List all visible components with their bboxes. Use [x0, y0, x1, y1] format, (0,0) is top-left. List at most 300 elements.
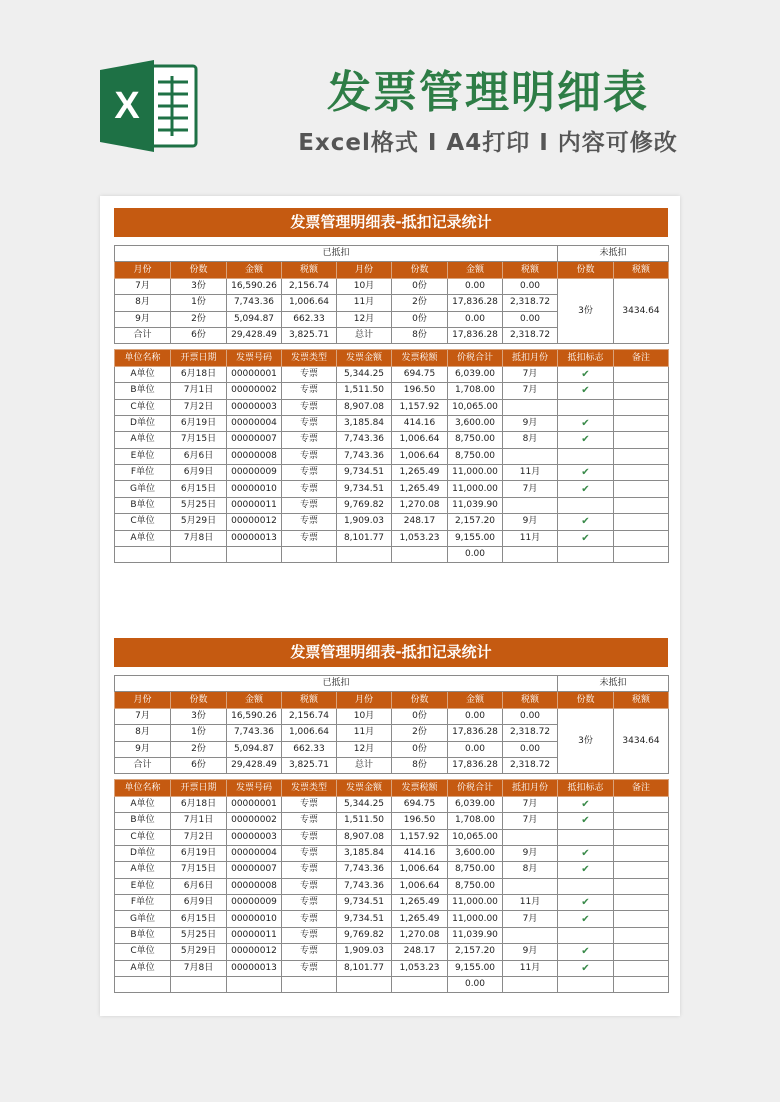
detail-cell-total: 1,708.00 [448, 813, 503, 829]
check-icon [558, 399, 614, 415]
detail-cell-total: 2,157.20 [448, 514, 503, 530]
check-icon [558, 497, 614, 513]
detail-cell-note [614, 530, 669, 546]
detail-cell-month: 11月 [503, 465, 558, 481]
detail-cell-unit: B单位 [115, 383, 171, 399]
summary-column-header: 份数 [171, 692, 227, 708]
check-icon: ✔ [558, 415, 614, 431]
summary-cell: 6份 [171, 327, 227, 343]
detail-cell-date: 7月2日 [171, 399, 227, 415]
summary-column-header: 月份 [337, 692, 392, 708]
invoice-block-2 [114, 638, 668, 993]
table-row [115, 514, 669, 530]
check-icon [558, 977, 614, 993]
check-icon: ✔ [558, 944, 614, 960]
summary-cell: 2,318.72 [503, 295, 558, 311]
detail-cell-type: 专票 [282, 514, 337, 530]
undeducted-count: 3份 [558, 708, 614, 774]
detail-cell-date [171, 977, 227, 993]
detail-cell-tax: 694.75 [392, 366, 448, 382]
table-row [115, 845, 669, 861]
detail-cell-no [227, 547, 282, 563]
detail-cell-note [614, 829, 669, 845]
detail-cell-date: 7月1日 [171, 813, 227, 829]
summary-cell: 29,428.49 [227, 757, 282, 773]
detail-cell-month: 7月 [503, 796, 558, 812]
summary-cell: 8月 [115, 295, 171, 311]
detail-cell-tax: 1,053.23 [392, 530, 448, 546]
detail-cell-type: 专票 [282, 448, 337, 464]
detail-cell-total: 10,065.00 [448, 829, 503, 845]
summary-cell: 7月 [115, 708, 171, 724]
summary-cell: 662.33 [282, 311, 337, 327]
summary-cell: 0份 [392, 311, 448, 327]
summary-cell: 2份 [171, 311, 227, 327]
detail-cell-no: 00000012 [227, 944, 282, 960]
detail-cell-type: 专票 [282, 927, 337, 943]
table-row [115, 796, 669, 812]
detail-cell-month: 9月 [503, 514, 558, 530]
summary-cell: 0.00 [503, 708, 558, 724]
summary-cell: 8月 [115, 725, 171, 741]
page-subtitle: Excel格式 I A4打印 I 内容可修改 [298, 130, 678, 156]
invoice-block-1 [114, 208, 668, 563]
detail-cell-unit: F单位 [115, 465, 171, 481]
detail-column-header: 单位名称 [115, 350, 171, 366]
summary-cell: 17,836.28 [448, 327, 503, 343]
summary-cell: 9月 [115, 311, 171, 327]
detail-cell-month [503, 878, 558, 894]
summary-cell: 1份 [171, 295, 227, 311]
summary-column-header: 税额 [503, 692, 558, 708]
detail-cell-type: 专票 [282, 383, 337, 399]
summary-cell: 8份 [392, 327, 448, 343]
detail-cell-unit: G单位 [115, 911, 171, 927]
detail-cell-date: 7月8日 [171, 960, 227, 976]
detail-table [114, 349, 669, 563]
detail-cell-month: 7月 [503, 383, 558, 399]
detail-cell-note [614, 547, 669, 563]
detail-column-header: 单位名称 [115, 780, 171, 796]
check-icon [558, 878, 614, 894]
summary-cell: 11月 [337, 725, 392, 741]
detail-cell-month [503, 399, 558, 415]
table-row [115, 927, 669, 943]
detail-cell-tax: 1,265.49 [392, 895, 448, 911]
block-title: 发票管理明细表-抵扣记录统计 [114, 638, 668, 667]
detail-cell-no: 00000004 [227, 415, 282, 431]
detail-cell-amount: 7,743.36 [337, 432, 392, 448]
detail-cell-no [227, 977, 282, 993]
detail-cell-total: 11,000.00 [448, 911, 503, 927]
summary-column-header: 税额 [614, 262, 669, 278]
detail-cell-tax: 1,006.64 [392, 878, 448, 894]
detail-cell-month: 9月 [503, 944, 558, 960]
detail-cell-type: 专票 [282, 862, 337, 878]
check-icon: ✔ [558, 960, 614, 976]
undeducted-count: 3份 [558, 278, 614, 344]
summary-cell: 0份 [392, 741, 448, 757]
summary-cell: 7月 [115, 278, 171, 294]
summary-cell: 2,318.72 [503, 757, 558, 773]
detail-cell-unit: E单位 [115, 448, 171, 464]
detail-column-header: 发票税额 [392, 350, 448, 366]
detail-cell-amount: 8,907.08 [337, 399, 392, 415]
summary-cell: 12月 [337, 311, 392, 327]
detail-cell-no: 00000004 [227, 845, 282, 861]
detail-cell-amount: 1,909.03 [337, 944, 392, 960]
detail-cell-note [614, 862, 669, 878]
detail-cell-date: 6月9日 [171, 465, 227, 481]
detail-cell-note [614, 944, 669, 960]
detail-cell-no: 00000001 [227, 796, 282, 812]
detail-cell-date: 6月19日 [171, 845, 227, 861]
detail-cell-month: 8月 [503, 862, 558, 878]
detail-column-header: 抵扣月份 [503, 350, 558, 366]
summary-cell: 10月 [337, 278, 392, 294]
detail-cell-total: 11,000.00 [448, 481, 503, 497]
detail-cell-no: 00000013 [227, 960, 282, 976]
detail-cell-amount: 8,101.77 [337, 960, 392, 976]
detail-cell-unit [115, 977, 171, 993]
summary-column-header: 金额 [227, 262, 282, 278]
summary-cell: 0份 [392, 278, 448, 294]
detail-cell-amount [337, 977, 392, 993]
detail-cell-date: 7月8日 [171, 530, 227, 546]
summary-cell: 7,743.36 [227, 725, 282, 741]
table-row [115, 366, 669, 382]
detail-cell-date [171, 547, 227, 563]
detail-cell-month: 9月 [503, 845, 558, 861]
detail-cell-date: 6月15日 [171, 911, 227, 927]
check-icon [558, 829, 614, 845]
detail-cell-type: 专票 [282, 465, 337, 481]
summary-group-deducted: 已抵扣 [115, 676, 558, 692]
detail-cell-amount: 1,511.50 [337, 383, 392, 399]
check-icon: ✔ [558, 465, 614, 481]
summary-column-header: 税额 [282, 692, 337, 708]
detail-cell-note [614, 977, 669, 993]
detail-cell-tax: 694.75 [392, 796, 448, 812]
detail-cell-unit: A单位 [115, 366, 171, 382]
detail-cell-no: 00000012 [227, 514, 282, 530]
detail-cell-amount: 9,769.82 [337, 497, 392, 513]
detail-cell-note [614, 813, 669, 829]
detail-column-header: 价税合计 [448, 780, 503, 796]
table-row [115, 878, 669, 894]
detail-cell-amount: 7,743.36 [337, 862, 392, 878]
check-icon: ✔ [558, 514, 614, 530]
detail-cell-month: 7月 [503, 813, 558, 829]
detail-cell-month: 7月 [503, 911, 558, 927]
detail-cell-type: 专票 [282, 878, 337, 894]
detail-cell-total: 11,000.00 [448, 465, 503, 481]
detail-cell-amount: 9,769.82 [337, 927, 392, 943]
detail-cell-note [614, 432, 669, 448]
detail-cell-total: 0.00 [448, 547, 503, 563]
detail-column-header: 发票类型 [282, 350, 337, 366]
summary-cell: 0.00 [503, 311, 558, 327]
summary-cell: 3份 [171, 278, 227, 294]
detail-cell-no: 00000008 [227, 878, 282, 894]
detail-cell-month [503, 927, 558, 943]
detail-cell-unit: D单位 [115, 415, 171, 431]
detail-cell-amount: 1,511.50 [337, 813, 392, 829]
detail-cell-type: 专票 [282, 911, 337, 927]
detail-cell-type: 专票 [282, 796, 337, 812]
detail-table [114, 779, 669, 993]
detail-cell-month: 7月 [503, 366, 558, 382]
detail-cell-no: 00000007 [227, 862, 282, 878]
detail-cell-no: 00000013 [227, 530, 282, 546]
detail-cell-amount: 9,734.51 [337, 481, 392, 497]
summary-cell: 合计 [115, 327, 171, 343]
undeducted-tax: 3434.64 [614, 278, 669, 344]
detail-cell-tax: 1,006.64 [392, 862, 448, 878]
summary-cell: 2,318.72 [503, 725, 558, 741]
detail-column-header: 抵扣标志 [558, 780, 614, 796]
summary-cell: 5,094.87 [227, 311, 282, 327]
detail-cell-type: 专票 [282, 813, 337, 829]
table-row [115, 813, 669, 829]
detail-cell-no: 00000008 [227, 448, 282, 464]
summary-cell: 29,428.49 [227, 327, 282, 343]
detail-cell-amount: 9,734.51 [337, 911, 392, 927]
summary-cell: 0.00 [448, 311, 503, 327]
detail-cell-month: 11月 [503, 530, 558, 546]
detail-cell-total: 1,708.00 [448, 383, 503, 399]
detail-cell-amount: 8,907.08 [337, 829, 392, 845]
summary-cell: 2,156.74 [282, 278, 337, 294]
detail-cell-no: 00000003 [227, 399, 282, 415]
detail-column-header: 发票号码 [227, 780, 282, 796]
check-icon: ✔ [558, 530, 614, 546]
check-icon: ✔ [558, 796, 614, 812]
detail-cell-amount: 7,743.36 [337, 448, 392, 464]
summary-column-header: 税额 [503, 262, 558, 278]
block-title: 发票管理明细表-抵扣记录统计 [114, 208, 668, 237]
detail-cell-total: 11,039.90 [448, 497, 503, 513]
table-row [115, 465, 669, 481]
summary-cell: 6份 [171, 757, 227, 773]
summary-cell: 0.00 [448, 708, 503, 724]
table-row [115, 547, 669, 563]
table-row [115, 448, 669, 464]
detail-column-header: 备注 [614, 350, 669, 366]
summary-cell: 1,006.64 [282, 295, 337, 311]
detail-column-header: 发票税额 [392, 780, 448, 796]
summary-cell: 2份 [171, 741, 227, 757]
detail-cell-tax [392, 977, 448, 993]
detail-column-header: 开票日期 [171, 350, 227, 366]
summary-cell: 8份 [392, 757, 448, 773]
detail-cell-note [614, 481, 669, 497]
summary-column-header: 份数 [392, 262, 448, 278]
detail-cell-amount: 1,909.03 [337, 514, 392, 530]
logo-letter: X [114, 85, 140, 127]
detail-column-header: 备注 [614, 780, 669, 796]
detail-cell-month [503, 829, 558, 845]
summary-cell: 17,836.28 [448, 295, 503, 311]
detail-cell-amount [337, 547, 392, 563]
summary-cell: 合计 [115, 757, 171, 773]
table-row [115, 862, 669, 878]
detail-cell-note [614, 415, 669, 431]
summary-cell: 3,825.71 [282, 327, 337, 343]
detail-cell-date: 7月2日 [171, 829, 227, 845]
detail-cell-no: 00000007 [227, 432, 282, 448]
detail-cell-total: 11,039.90 [448, 927, 503, 943]
summary-cell: 11月 [337, 295, 392, 311]
detail-cell-tax: 196.50 [392, 383, 448, 399]
summary-cell: 3份 [171, 708, 227, 724]
detail-cell-note [614, 796, 669, 812]
detail-cell-tax: 1,265.49 [392, 465, 448, 481]
table-row [115, 383, 669, 399]
detail-cell-total: 2,157.20 [448, 944, 503, 960]
detail-cell-type [282, 977, 337, 993]
detail-cell-month [503, 547, 558, 563]
summary-cell: 3,825.71 [282, 757, 337, 773]
detail-cell-note [614, 960, 669, 976]
detail-cell-type: 专票 [282, 845, 337, 861]
detail-cell-no: 00000001 [227, 366, 282, 382]
detail-cell-type: 专票 [282, 530, 337, 546]
detail-cell-no: 00000010 [227, 481, 282, 497]
summary-cell: 2,318.72 [503, 327, 558, 343]
detail-cell-type: 专票 [282, 944, 337, 960]
summary-cell: 16,590.26 [227, 278, 282, 294]
detail-cell-date: 6月19日 [171, 415, 227, 431]
detail-cell-unit: F单位 [115, 895, 171, 911]
summary-cell: 0.00 [503, 741, 558, 757]
detail-cell-date: 7月15日 [171, 862, 227, 878]
summary-cell: 9月 [115, 741, 171, 757]
table-row [115, 911, 669, 927]
summary-cell: 0.00 [448, 278, 503, 294]
detail-cell-unit: D单位 [115, 845, 171, 861]
table-row [115, 530, 669, 546]
detail-cell-note [614, 514, 669, 530]
detail-cell-unit: G单位 [115, 481, 171, 497]
detail-cell-amount: 5,344.25 [337, 796, 392, 812]
detail-column-header: 发票号码 [227, 350, 282, 366]
summary-column-header: 份数 [558, 692, 614, 708]
summary-column-header: 税额 [614, 692, 669, 708]
detail-column-header: 价税合计 [448, 350, 503, 366]
check-icon: ✔ [558, 383, 614, 399]
detail-cell-type [282, 547, 337, 563]
summary-cell: 662.33 [282, 741, 337, 757]
detail-cell-amount: 8,101.77 [337, 530, 392, 546]
detail-cell-no: 00000010 [227, 911, 282, 927]
detail-cell-amount: 9,734.51 [337, 465, 392, 481]
check-icon [558, 547, 614, 563]
detail-column-header: 发票金额 [337, 350, 392, 366]
detail-cell-tax: 1,270.08 [392, 497, 448, 513]
summary-cell: 0.00 [448, 741, 503, 757]
summary-cell: 17,836.28 [448, 757, 503, 773]
detail-cell-tax: 1,006.64 [392, 432, 448, 448]
detail-cell-total: 9,155.00 [448, 960, 503, 976]
summary-cell: 17,836.28 [448, 725, 503, 741]
detail-column-header: 抵扣标志 [558, 350, 614, 366]
summary-group-undeducted: 未抵扣 [558, 676, 669, 692]
detail-cell-tax: 1,270.08 [392, 927, 448, 943]
detail-cell-month: 7月 [503, 481, 558, 497]
detail-cell-month [503, 977, 558, 993]
detail-cell-note [614, 399, 669, 415]
detail-cell-note [614, 845, 669, 861]
detail-cell-total: 9,155.00 [448, 530, 503, 546]
detail-cell-unit: C单位 [115, 829, 171, 845]
check-icon: ✔ [558, 481, 614, 497]
detail-cell-total: 10,065.00 [448, 399, 503, 415]
summary-column-header: 份数 [171, 262, 227, 278]
detail-cell-amount: 3,185.84 [337, 415, 392, 431]
summary-cell: 2,156.74 [282, 708, 337, 724]
detail-cell-unit: A单位 [115, 796, 171, 812]
detail-cell-unit: E单位 [115, 878, 171, 894]
summary-cell: 16,590.26 [227, 708, 282, 724]
detail-cell-unit: C单位 [115, 944, 171, 960]
summary-row [115, 278, 669, 294]
check-icon: ✔ [558, 366, 614, 382]
summary-cell: 2份 [392, 295, 448, 311]
detail-cell-amount: 3,185.84 [337, 845, 392, 861]
summary-column-header: 月份 [115, 262, 171, 278]
detail-cell-note [614, 366, 669, 382]
detail-cell-tax: 1,006.64 [392, 448, 448, 464]
page-title: 发票管理明细表 [327, 67, 649, 118]
detail-cell-unit: A单位 [115, 960, 171, 976]
summary-group-undeducted: 未抵扣 [558, 246, 669, 262]
summary-cell: 7,743.36 [227, 295, 282, 311]
detail-cell-date: 5月25日 [171, 927, 227, 943]
detail-cell-date: 7月15日 [171, 432, 227, 448]
summary-group-deducted: 已抵扣 [115, 246, 558, 262]
detail-cell-unit: B单位 [115, 927, 171, 943]
detail-cell-type: 专票 [282, 399, 337, 415]
check-icon [558, 448, 614, 464]
detail-cell-total: 11,000.00 [448, 895, 503, 911]
detail-cell-date: 6月15日 [171, 481, 227, 497]
summary-table [114, 245, 669, 344]
detail-cell-note [614, 497, 669, 513]
detail-cell-amount: 7,743.36 [337, 878, 392, 894]
table-row [115, 944, 669, 960]
detail-cell-tax: 248.17 [392, 514, 448, 530]
detail-cell-no: 00000002 [227, 813, 282, 829]
detail-cell-date: 5月29日 [171, 944, 227, 960]
table-row [115, 415, 669, 431]
detail-cell-no: 00000009 [227, 895, 282, 911]
summary-table [114, 675, 669, 774]
table-row [115, 829, 669, 845]
summary-column-header: 份数 [392, 692, 448, 708]
detail-cell-type: 专票 [282, 415, 337, 431]
detail-cell-date: 6月6日 [171, 878, 227, 894]
check-icon: ✔ [558, 432, 614, 448]
detail-cell-type: 专票 [282, 497, 337, 513]
detail-cell-tax: 1,265.49 [392, 481, 448, 497]
detail-cell-total: 8,750.00 [448, 432, 503, 448]
detail-cell-amount: 5,344.25 [337, 366, 392, 382]
detail-cell-amount: 9,734.51 [337, 895, 392, 911]
detail-cell-date: 5月29日 [171, 514, 227, 530]
table-row [115, 497, 669, 513]
detail-cell-type: 专票 [282, 895, 337, 911]
